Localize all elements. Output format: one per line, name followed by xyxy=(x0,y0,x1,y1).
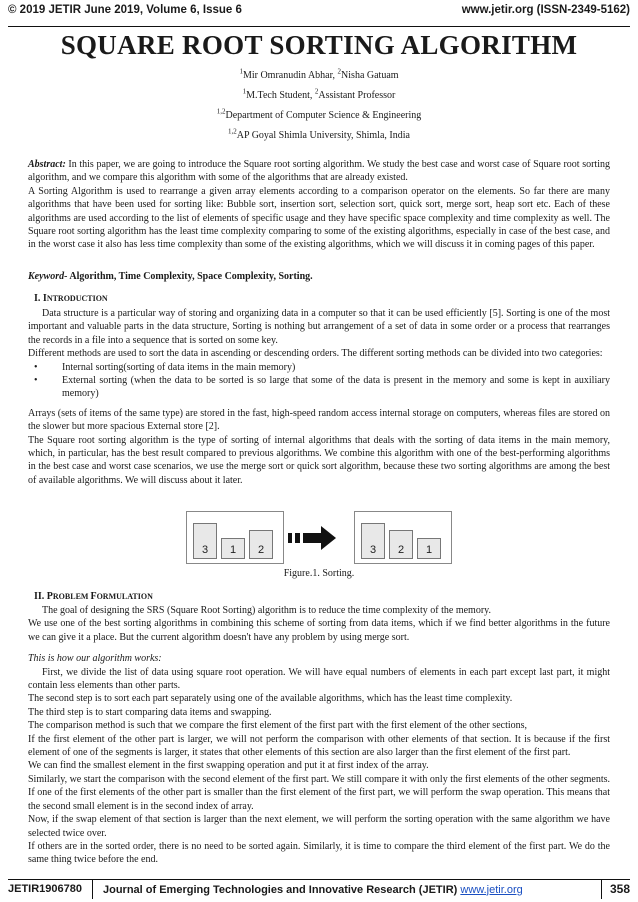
section-1-number: I. xyxy=(34,293,43,304)
array-cell: 2 xyxy=(249,530,273,559)
intro-p1: Data structure is a particular way of storing and organizing data in a computer so that it can be used efficiently [5]. Sorting is one of the most important and valuable parts in the data structure, Sorting is nothing but arrangement of a set of data in some order or a process that rearranges the records in a file into a sequence that is sorted on some key. xyxy=(28,308,610,346)
department-text: Department of Computer Science & Engineering xyxy=(225,110,422,121)
array-cell: 1 xyxy=(417,538,441,559)
problem-p12: If others are in the sorted order, there is no need to be sorted again. Similarly, it is time to compare the third element of the first part. We do the same thing twice before the end. xyxy=(28,840,610,866)
abstract-p2: A Sorting Algorithm is used to rearrange a given array elements according to a comparison operator on the elements. So far there are many algorithms that have been used for sorting like: Bubble sort, insertion sort, selection sort, quick sort, merge sort, heap sort etc. Each of these algorithms are used according to the list of elements of specific usage and they have specific space complexity and time complexity as well. The Square root sorting algorithm has the least time complexity comparing to some of the existing algorithms, especially in case of the best case, and in the worst case it also has less time complexity than some of the existing algorithms, which we will discuss it in coming pages of this paper. xyxy=(28,185,610,251)
problem-p7: The comparison method is such that we compare the first element of the first part with the first element of the other sections, xyxy=(28,720,528,732)
role-line xyxy=(0,87,638,101)
array-cell: 1 xyxy=(221,538,245,559)
problem-p5: The second step is to sort each part separately using one of the available algorithms, which has the least time complexity. xyxy=(28,693,513,705)
section-1-heading xyxy=(28,292,610,305)
header-website: www.jetir.org (ISSN-2349-5162) xyxy=(461,4,630,16)
section-1-body xyxy=(28,307,610,487)
section-2-initial-1: P xyxy=(46,591,53,602)
problem-p4: First, we divide the list of data using square root operation. We will have equal numbers of elements in each part except last part, it might contain less elements than other parts. xyxy=(28,666,610,692)
list-item-text: Internal sorting(sorting of data items in the main memory) xyxy=(62,361,296,373)
author-1: Mir Omranudin Abhar, xyxy=(242,70,338,81)
section-2-number: II. xyxy=(34,591,47,602)
university-line xyxy=(0,127,638,141)
footer-article-id: JETIR1906780 xyxy=(8,880,93,899)
department-sup: 1,2 xyxy=(216,107,226,116)
page-header xyxy=(8,4,630,27)
header-copyright: © 2019 JETIR June 2019, Volume 6, Issue 6 xyxy=(8,4,242,16)
list-item xyxy=(34,374,610,401)
section-2-heading xyxy=(28,590,610,603)
section-2-title-1: ROBLEM xyxy=(52,592,91,601)
array-cell: 3 xyxy=(193,523,217,559)
problem-p2: We use one of the best sorting algorithms in combining this scheme of sorting from data items, which if we find better algorithms in the future we can give it a place. But the current algorithm doesn't have any problem by using merge sort. xyxy=(28,618,610,643)
author-sup: 2 xyxy=(337,67,342,76)
abstract-p1: In this paper, we are going to introduce the Square root sorting algorithm. We study the best case and worst case of Square root sorting algorithm, and we compare this algorithm with some of the algorithms that are already existed. xyxy=(28,159,610,184)
problem-p3: This is how our algorithm works: xyxy=(28,653,162,665)
abstract-label: Abstract: xyxy=(28,159,66,170)
author-sup: 1 xyxy=(239,67,243,76)
university-sup: 1,2 xyxy=(228,127,237,136)
abstract-block xyxy=(28,158,610,252)
bullet-icon: • xyxy=(34,375,38,387)
role-2: Assistant Professor xyxy=(318,90,396,101)
footer-page-number: 358 xyxy=(601,880,630,899)
footer-journal-link[interactable]: www.jetir.org xyxy=(460,883,523,896)
role-1: M.Tech Student, xyxy=(246,90,315,101)
footer-journal: Journal of Emerging Technologies and Innovative Research (JETIR) xyxy=(103,883,461,896)
section-2-title-2: ORMULATION xyxy=(96,592,153,601)
section-1-initial: I xyxy=(42,293,47,304)
intro-p2: Different methods are used to sort the data in ascending or descending orders. The different sorting methods can be divided into two categories: xyxy=(28,348,603,360)
sorting-category-list xyxy=(28,361,610,401)
sorted-array-box xyxy=(354,511,452,564)
problem-p1: The goal of designing the SRS (Square Root Sorting) algorithm is to reduce the time complexity of the memory. xyxy=(42,605,491,616)
paper-title: SQUARE ROOT SORTING ALGORITHM xyxy=(60,30,578,60)
array-cell: 2 xyxy=(389,530,413,559)
problem-p11: Now, if the swap element of that section is larger than the next element, we will perform the sorting operation with the same algorithm we have selected twice over. xyxy=(28,814,610,839)
list-item-text: External sorting (when the data to be sorted is so large that some of the data is present in the memory and some is kept in auxiliary memory) xyxy=(62,375,610,400)
author-line xyxy=(0,67,638,81)
keywords-text: Algorithm, Time Complexity, Space Complexity, Sorting. xyxy=(67,271,313,282)
array-cell: 3 xyxy=(361,523,385,559)
section-2-initial-2: F xyxy=(90,591,97,602)
keywords-block xyxy=(28,270,610,283)
problem-p6: The third step is to start comparing data items and swapping. xyxy=(28,706,272,718)
figure-caption: Figure.1. Sorting. xyxy=(283,568,355,579)
problem-p10: Similarly, we start the comparison with the second element of the first part. We still compare it with only the first elements of the other segments. If one of the first elements of the other part is smaller than the first element of the first part, we will perform the swap operation. This means that the second small element is in the second index of array. xyxy=(28,773,610,812)
arrow-right-icon xyxy=(288,525,346,551)
problem-p9: We can find the smallest element in the first swapping operation and put it at first index of the array. xyxy=(28,760,429,772)
page-footer xyxy=(8,879,630,899)
department-line xyxy=(0,107,638,121)
problem-p8: If the first element of the other part is larger, we will not perform the comparison with other elements of that section. It is because if the first element of one of the segments is larger, it states that other elements of this section are also larger than the first element of the first part. xyxy=(28,733,610,759)
bullet-icon: • xyxy=(34,361,38,373)
role-sup: 1 xyxy=(242,87,247,96)
intro-p3: Arrays (sets of items of the same type) are stored in the fast, high-speed random access internal storage on computers, whereas files are stored on the slower but more spacious External store [2]. xyxy=(28,407,610,433)
role-sup: 2 xyxy=(314,87,319,96)
section-2-body xyxy=(28,604,610,867)
intro-p4: The Square root sorting algorithm is the type of sorting of internal algorithms that deals with the sorting of data items in the main memory, which, in particular, has the best result compared to previous algorithms. We combine this algorithm with one of the best-performing algorithms in the best case and worst case scenarios, we use the merge sort or quick sort algorithm, because these two sorting algorithms are among the best of available algorithms. We will discuss about it later. xyxy=(28,434,610,486)
unsorted-array-box xyxy=(186,511,284,564)
author-2: Nisha Gatuam xyxy=(341,70,399,81)
keywords-label: Keyword- xyxy=(28,271,68,282)
section-1-title: NTRODUCTION xyxy=(46,294,108,303)
list-item xyxy=(34,361,610,374)
university-text: AP Goyal Shimla University, Shimla, India xyxy=(236,130,410,141)
sorting-figure xyxy=(186,511,454,566)
